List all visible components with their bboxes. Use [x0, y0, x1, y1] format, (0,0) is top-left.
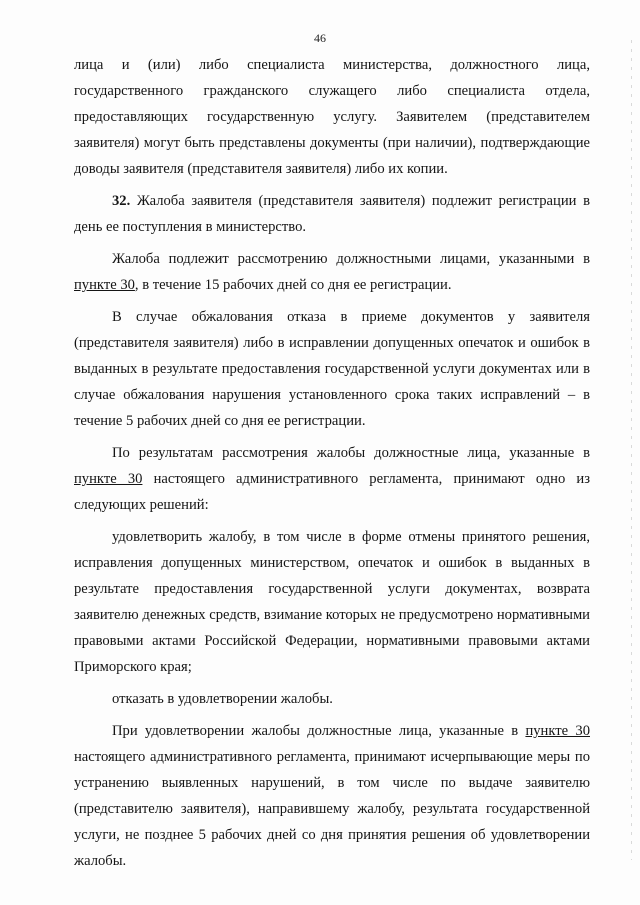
link-punkt-30[interactable]: пункте 30: [525, 723, 590, 739]
paragraph-8-text-a: При удовлетворении жалобы должностные лица, указанные в: [112, 723, 526, 739]
paragraph-1: [74, 52, 590, 182]
paragraph-8: [74, 718, 590, 874]
paragraph-3-text-a: Жалоба подлежит рассмотрению должностными лицами, указанными в: [112, 251, 590, 267]
paragraph-6: [74, 524, 590, 680]
paragraph-3-text-b: , в течение 15 рабочих дней со дня ее регистрации.: [134, 277, 452, 293]
paragraph-4: [74, 304, 590, 434]
document-body: [74, 52, 590, 874]
link-punkt-30[interactable]: пункте 30: [74, 471, 143, 487]
paragraph-7-text: отказать в удовлетворении жалобы.: [112, 691, 333, 707]
scan-edge-line: [631, 40, 632, 860]
paragraph-8-text-b: настоящего административного регламента, принимают исчерпывающие меры по устранению выявленных нарушений, в том числе по выдаче заявителю (представителю заявителя), направившему жалобу, результата государственной услуги, не позднее 5 рабочих дней со дня принятия решения об удовлетворении жалобы.: [74, 749, 590, 869]
paragraph-2: [74, 188, 590, 240]
paragraph-5-text-b: настоящего административного регламента, принимают одно из следующих решений:: [74, 471, 590, 513]
page-number: 46: [314, 31, 326, 45]
paragraph-6-text: удовлетворить жалобу, в том числе в форме отмены принятого решения, исправления допущенных министерством, опечаток и ошибок в выданных в результате предоставления государственной услуги документах, возврата заявителю денежных средств, взимание которых не предусмотрено нормативными правовыми актами Российской Федерации, нормативными правовыми актами Приморского края;: [74, 529, 590, 675]
paragraph-5-text-a: По результатам рассмотрения жалобы должностные лица, указанные в: [112, 445, 590, 461]
link-punkt-30[interactable]: пункте 30: [74, 277, 135, 293]
paragraph-4-text: В случае обжалования отказа в приеме документов у заявителя (представителя заявителя) либо в исправлении допущенных опечаток и ошибок в выданных в результате предоставления государственной услуги документах или в случае обжалования нарушения установленного срока таких исправлений – в течение 5 рабочих дней со дня ее регистрации.: [74, 309, 590, 429]
paragraph-2-text: Жалоба заявителя (представителя заявителя) подлежит регистрации в день ее поступления в министерство.: [74, 193, 590, 235]
paragraph-1-text: лица и (или) либо специалиста министерства, должностного лица, государственного гражданского служащего либо специалиста отдела, предоставляющих государственную услугу. Заявителем (представителем заявителя) могут быть представлены документы (при наличии), подтверждающие доводы заявителя (представителя заявителя) либо их копии.: [74, 57, 590, 177]
clause-number: 32.: [112, 193, 131, 209]
paragraph-7: [74, 686, 590, 712]
paragraph-3: [74, 246, 590, 298]
paragraph-5: [74, 440, 590, 518]
